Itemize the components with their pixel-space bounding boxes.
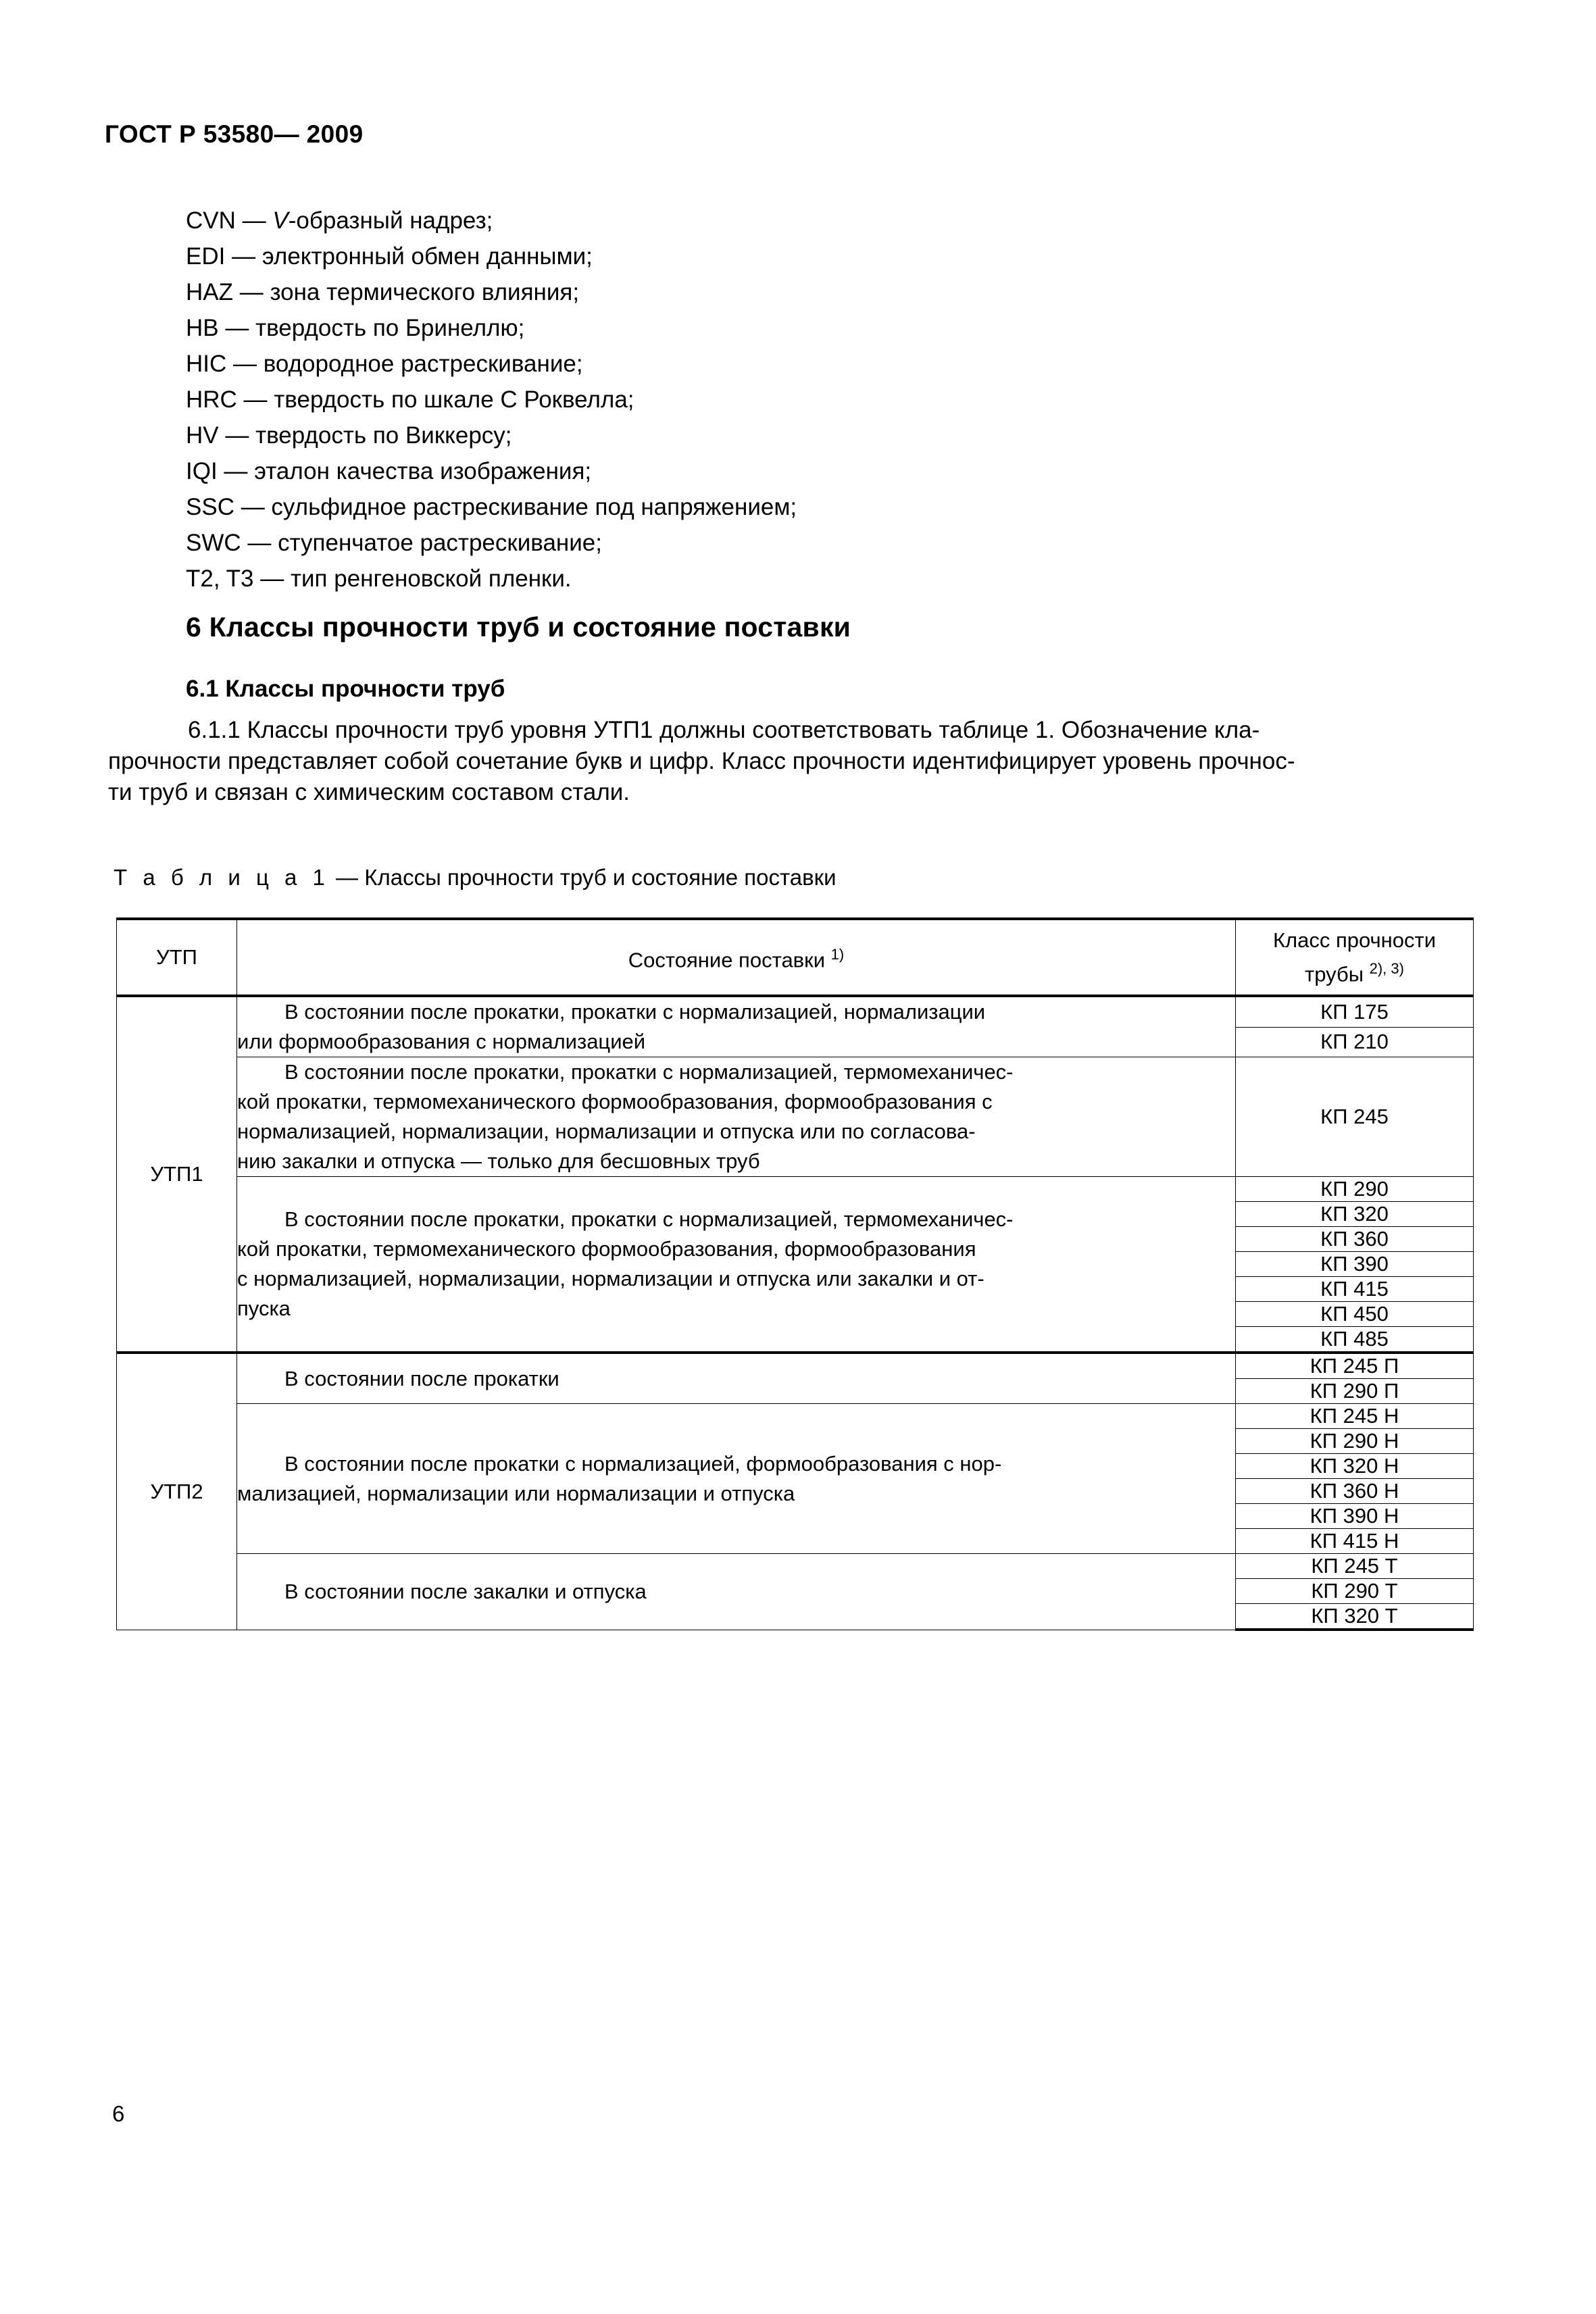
- cell-strength-class: КП 245 Т: [1236, 1554, 1474, 1579]
- table-header-row: [117, 919, 1474, 996]
- cell-strength-class: КП 450: [1236, 1302, 1474, 1327]
- header-delivery-state-text: Состояние поставки: [628, 948, 826, 972]
- state-line: В состоянии после прокатки, прокатки с нормализацией, термомеханичес-: [284, 1060, 1014, 1084]
- list-item: [186, 525, 1335, 561]
- cell-strength-class: КП 245 П: [1236, 1353, 1474, 1379]
- footnote-ref: 2), 3): [1369, 959, 1404, 977]
- section-heading: 6 Классы прочности труб и состояние поставки: [186, 611, 851, 643]
- table-row: [117, 1057, 1474, 1177]
- list-item: [186, 274, 1335, 310]
- cell-strength-class: КП 210: [1236, 1027, 1474, 1057]
- list-item: [186, 489, 1335, 525]
- header-strength-class-line2: трубы: [1305, 962, 1364, 986]
- list-item: [186, 453, 1335, 489]
- cell-delivery-state: [237, 996, 1236, 1057]
- state-line: В состоянии после прокатки, прокатки с нормализацией, термомеханичес-: [284, 1207, 1014, 1231]
- abbr-dash: —: [226, 351, 264, 377]
- state-line: В состоянии после прокатки с нормализацией, формообразования с нор-: [284, 1451, 1002, 1476]
- header-strength-class-line1: Класс прочности: [1272, 928, 1437, 952]
- abbr-term: HRC: [186, 386, 237, 413]
- state-line: нормализацией, нормализации, нормализации и отпуска или по согласова-: [237, 1120, 976, 1143]
- abbr-definition: твердость по Бринеллю;: [255, 315, 525, 341]
- cell-strength-class: КП 290: [1236, 1177, 1474, 1202]
- paragraph-line: ти труб и связан с химическим составом стали.: [108, 779, 630, 805]
- cell-strength-class: КП 290 Т: [1236, 1579, 1474, 1604]
- abbr-dash: —: [225, 243, 262, 270]
- abbr-term: T2, T3: [186, 565, 254, 592]
- cell-strength-class: КП 320 Н: [1236, 1454, 1474, 1479]
- table-row: [117, 996, 1474, 1027]
- abbr-definition: твердость по шкале С Роквелла;: [274, 386, 634, 413]
- abbr-term: CVN: [186, 207, 236, 234]
- abbr-term: EDI: [186, 243, 226, 270]
- table-caption-dash: —: [329, 865, 365, 890]
- table-row: [117, 1404, 1474, 1429]
- cell-strength-class: КП 360 Н: [1236, 1479, 1474, 1504]
- cell-strength-class: КП 290 Н: [1236, 1429, 1474, 1454]
- abbr-definition: твердость по Виккерсу;: [255, 422, 512, 449]
- state-line: кой прокатки, термомеханического формообразования, формообразования с: [237, 1090, 993, 1113]
- abbr-term: IQI: [186, 458, 218, 484]
- state-line: кой прокатки, термомеханического формообразования, формообразования: [237, 1237, 976, 1261]
- body-paragraph: [108, 715, 1436, 808]
- list-item: [186, 310, 1335, 346]
- cell-utp-level: УТП1: [117, 996, 237, 1353]
- abbr-term: SSC: [186, 494, 234, 520]
- abbr-dash: —: [234, 494, 272, 520]
- cell-strength-class: КП 245: [1236, 1057, 1474, 1177]
- strength-class-table: [116, 917, 1473, 1631]
- paragraph-line: прочности представляет собой сочетание букв и цифр. Класс прочности идентифицирует уровень прочнос-: [108, 748, 1295, 774]
- cell-utp-level: УТП2: [117, 1353, 237, 1630]
- list-item: [186, 561, 1335, 597]
- state-line: пуска: [237, 1297, 291, 1320]
- list-item: [186, 382, 1335, 418]
- list-item: [186, 238, 1335, 274]
- table-row: [117, 1554, 1474, 1579]
- cell-strength-class: КП 415 Н: [1236, 1529, 1474, 1554]
- header-utp: УТП: [117, 919, 237, 996]
- table-caption-title: Классы прочности труб и состояние поставки: [364, 865, 837, 890]
- cell-strength-class: КП 390: [1236, 1252, 1474, 1277]
- running-head: ГОСТ Р 53580— 2009: [105, 120, 364, 148]
- state-line: мализацией, нормализации или нормализации и отпуска: [237, 1481, 795, 1505]
- abbr-dash: —: [236, 386, 274, 413]
- abbr-dash: —: [217, 458, 255, 484]
- list-item: [186, 203, 1335, 238]
- abbr-term: HV: [186, 422, 219, 449]
- state-line: В состоянии после прокатки: [284, 1366, 559, 1390]
- abbr-dash: —: [218, 422, 256, 449]
- cell-strength-class: КП 320 Т: [1236, 1604, 1474, 1630]
- paragraph-line: 6.1.1 Классы прочности труб уровня УТП1 должны соответствовать таблице 1. Обозначение кла-: [188, 717, 1260, 743]
- abbr-definition: эталон качества изображения;: [254, 458, 592, 484]
- header-delivery-state: [237, 919, 1236, 996]
- cell-strength-class: КП 320: [1236, 1202, 1474, 1227]
- abbr-italic: V: [272, 207, 289, 234]
- abbr-definition: -образный надрез;: [288, 207, 493, 234]
- state-line: нию закалки и отпуска — только для бесшовных труб: [237, 1149, 760, 1173]
- abbr-definition: водородное растрескивание;: [263, 351, 583, 377]
- cell-strength-class: КП 415: [1236, 1277, 1474, 1302]
- abbr-term: HAZ: [186, 279, 233, 305]
- abbr-dash: —: [241, 530, 278, 556]
- abbr-dash: —: [218, 315, 256, 341]
- list-item: [186, 418, 1335, 453]
- cell-delivery-state: [237, 1057, 1236, 1177]
- cell-strength-class: КП 360: [1236, 1227, 1474, 1252]
- state-line: или формообразования с нормализацией: [237, 1030, 646, 1053]
- cell-strength-class: КП 485: [1236, 1327, 1474, 1353]
- abbr-definition: электронный обмен данными;: [261, 243, 593, 270]
- abbr-definition: зона термического влияния;: [270, 279, 580, 305]
- abbr-definition: сульфидное растрескивание под напряжением;: [271, 494, 797, 520]
- abbr-term: SWC: [186, 530, 241, 556]
- footnote-ref: 1): [830, 945, 845, 963]
- page-number: 6: [112, 2101, 125, 2126]
- table-caption-label: Т а б л и ц а 1: [114, 865, 330, 890]
- abbr-definition: тип ренгеновской пленки.: [290, 565, 572, 592]
- cell-delivery-state: [237, 1353, 1236, 1404]
- cell-strength-class: КП 390 Н: [1236, 1504, 1474, 1529]
- state-line: В состоянии после прокатки, прокатки с нормализацией, нормализации: [284, 1000, 986, 1024]
- abbr-dash: —: [253, 565, 291, 592]
- list-item: [186, 346, 1335, 382]
- abbr-term: HB: [186, 315, 219, 341]
- abbr-definition: ступенчатое растрескивание;: [278, 530, 602, 556]
- subsection-heading: 6.1 Классы прочности труб: [186, 676, 505, 702]
- cell-delivery-state: [237, 1404, 1236, 1554]
- header-strength-class: [1236, 919, 1474, 996]
- cell-delivery-state: [237, 1177, 1236, 1353]
- cell-delivery-state: [237, 1554, 1236, 1630]
- abbr-dash: —: [235, 207, 273, 234]
- abbreviation-list: [186, 203, 1335, 597]
- table-caption: [114, 865, 837, 890]
- cell-strength-class: КП 175: [1236, 996, 1474, 1027]
- cell-strength-class: КП 290 П: [1236, 1379, 1474, 1404]
- abbr-term: HIC: [186, 351, 227, 377]
- abbr-dash: —: [233, 279, 270, 305]
- cell-strength-class: КП 245 Н: [1236, 1404, 1474, 1429]
- state-line: В состоянии после закалки и отпуска: [284, 1579, 647, 1603]
- table-row: [117, 1353, 1474, 1379]
- table-row: [117, 1177, 1474, 1202]
- state-line: с нормализацией, нормализации, нормализации и отпуска или закалки и от-: [237, 1267, 984, 1290]
